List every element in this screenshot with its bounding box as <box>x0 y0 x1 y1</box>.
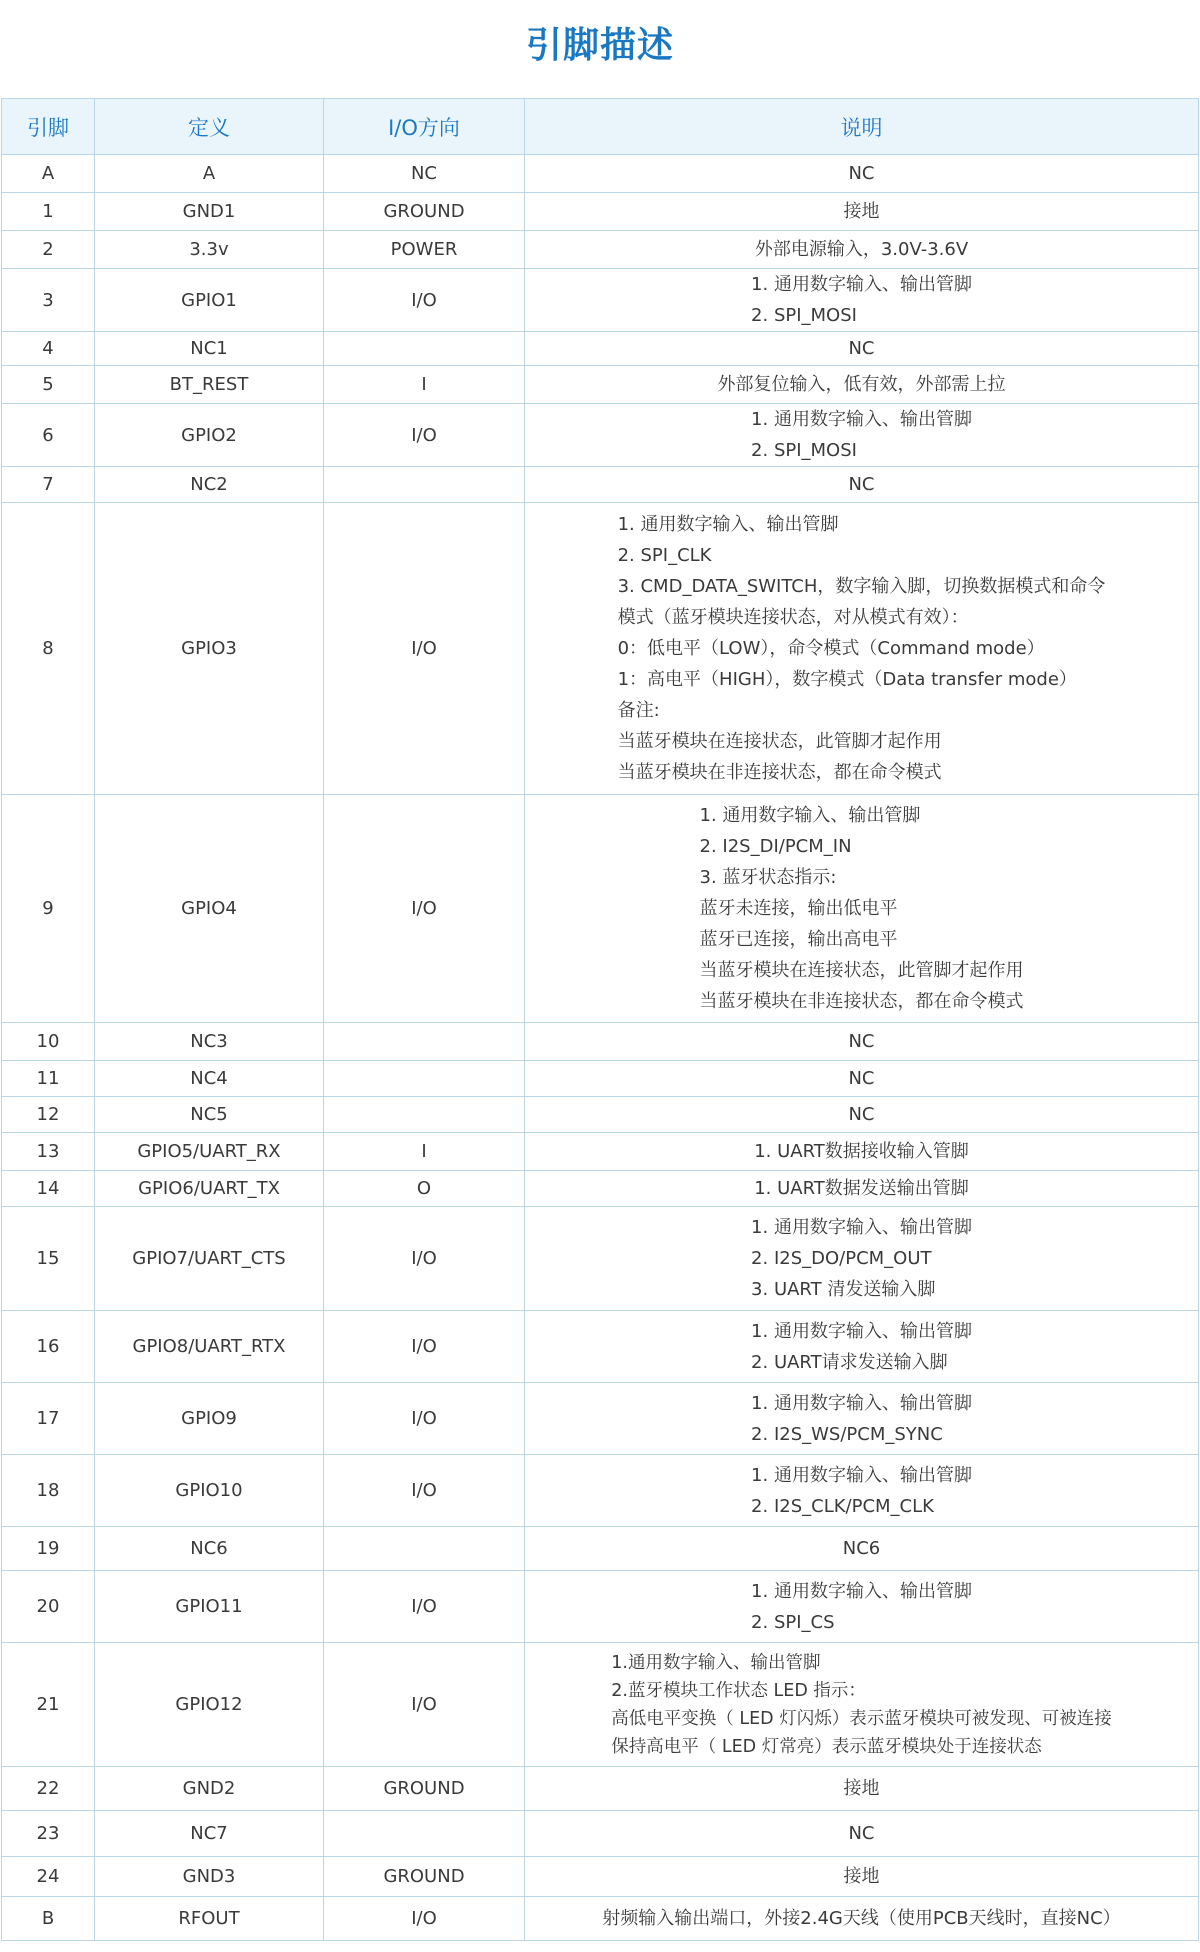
description-lines <box>848 1063 874 1094</box>
description-lines <box>848 1099 874 1130</box>
table-row <box>2 1455 1199 1527</box>
table-row <box>2 231 1199 269</box>
table-row <box>2 1097 1199 1133</box>
table-row <box>2 1061 1199 1097</box>
page-title: 引脚描述 <box>525 25 674 66</box>
table-row <box>2 1571 1199 1643</box>
pin-cell: 4 <box>2 332 95 366</box>
io-direction-cell: I/O <box>324 1455 525 1527</box>
description-cell <box>525 1097 1199 1133</box>
description-line: 当蓝牙模块在非连接状态，都在命令模式 <box>617 762 942 783</box>
description-line: 3. 蓝牙状态指示: <box>699 867 837 888</box>
io-direction-cell: I/O <box>324 404 525 467</box>
table-row <box>2 1857 1199 1897</box>
pin-cell: 7 <box>2 467 95 503</box>
description-line: NC6 <box>842 1538 881 1559</box>
description-lines <box>848 1026 874 1057</box>
description-cell <box>525 1527 1199 1571</box>
table-row <box>2 467 1199 503</box>
pin-cell: 2 <box>2 231 95 269</box>
header-pin: 引脚 <box>2 99 95 155</box>
definition-cell: BT_REST <box>95 366 324 404</box>
definition-cell: NC2 <box>95 467 324 503</box>
pin-cell: 1 <box>2 193 95 231</box>
description-line: 接地 <box>843 1778 880 1799</box>
description-cell <box>525 1767 1199 1811</box>
table-row <box>2 155 1199 193</box>
description-line: NC <box>848 163 875 184</box>
table-body <box>2 155 1199 1941</box>
description-cell <box>525 1207 1199 1311</box>
description-cell <box>525 1643 1199 1767</box>
description-line: 1. 通用数字输入、输出管脚 <box>751 274 972 295</box>
description-line: 2. I2S_WS/PCM_SYNC <box>751 1423 943 1445</box>
description-cell <box>525 1383 1199 1455</box>
pin-cell: 14 <box>2 1171 95 1207</box>
description-cell <box>525 231 1199 269</box>
table-row <box>2 503 1199 795</box>
description-line: 1：高电平（HIGH），数字模式（Data transfer mode） <box>617 669 1077 690</box>
description-cell <box>525 1857 1199 1897</box>
definition-cell: GPIO8/UART_RTX <box>95 1311 324 1383</box>
definition-cell: NC3 <box>95 1023 324 1061</box>
pin-cell: 10 <box>2 1023 95 1061</box>
description-cell <box>525 467 1199 503</box>
io-direction-cell: I/O <box>324 1207 525 1311</box>
pin-cell: 23 <box>2 1811 95 1857</box>
description-line: 射频输入输出端口，外接2.4G天线（使用PCB天线时，直接NC） <box>602 1908 1121 1929</box>
definition-cell: GND2 <box>95 1767 324 1811</box>
table-row <box>2 404 1199 467</box>
io-direction-cell: I/O <box>324 795 525 1023</box>
description-line: NC <box>848 1031 875 1052</box>
description-lines <box>848 158 874 189</box>
description-cell <box>525 332 1199 366</box>
description-line: 2. UART请求发送输入脚 <box>751 1351 948 1373</box>
description-line: 1. 通用数字输入、输出管脚 <box>617 514 839 535</box>
pin-cell: 24 <box>2 1857 95 1897</box>
pin-cell: 11 <box>2 1061 95 1097</box>
io-direction-cell: I/O <box>324 1571 525 1643</box>
definition-cell: GPIO10 <box>95 1455 324 1527</box>
table-row <box>2 193 1199 231</box>
io-direction-cell: I/O <box>324 503 525 795</box>
io-direction-cell: POWER <box>324 231 525 269</box>
description-cell <box>525 193 1199 231</box>
description-lines <box>602 1903 1120 1934</box>
io-direction-cell <box>324 1023 525 1061</box>
description-lines <box>751 269 972 331</box>
description-lines <box>848 1818 874 1849</box>
table-row <box>2 1811 1199 1857</box>
pin-cell: 3 <box>2 269 95 332</box>
description-line: 1. 通用数字输入、输出管脚 <box>751 1464 972 1486</box>
table-row <box>2 1383 1199 1455</box>
io-direction-cell: NC <box>324 155 525 193</box>
description-line: NC <box>848 1068 875 1089</box>
description-line: 3. CMD_DATA_SWITCH，数字输入脚，切换数据模式和命令 <box>617 576 1106 597</box>
description-lines <box>718 369 1006 400</box>
description-line: 1.通用数字输入、输出管脚 <box>611 1652 821 1673</box>
pin-cell: 5 <box>2 366 95 404</box>
definition-cell: GPIO1 <box>95 269 324 332</box>
definition-cell: A <box>95 155 324 193</box>
pin-cell: 16 <box>2 1311 95 1383</box>
description-line: 1. 通用数字输入、输出管脚 <box>751 1580 972 1602</box>
pin-cell: A <box>2 155 95 193</box>
definition-cell: NC7 <box>95 1811 324 1857</box>
io-direction-cell: I/O <box>324 1643 525 1767</box>
io-direction-cell <box>324 332 525 366</box>
table-row <box>2 1023 1199 1061</box>
table-row <box>2 1897 1199 1941</box>
description-cell <box>525 1311 1199 1383</box>
description-line: 2. SPI_MOSI <box>751 440 857 461</box>
description-cell <box>525 1455 1199 1527</box>
description-lines <box>848 469 874 500</box>
io-direction-cell <box>324 467 525 503</box>
definition-cell: GPIO5/UART_RX <box>95 1133 324 1171</box>
description-lines <box>844 1861 880 1892</box>
definition-cell: GPIO3 <box>95 503 324 795</box>
definition-cell: NC1 <box>95 332 324 366</box>
pin-cell: 12 <box>2 1097 95 1133</box>
description-cell <box>525 1171 1199 1207</box>
definition-cell: GPIO12 <box>95 1643 324 1767</box>
definition-cell: RFOUT <box>95 1897 324 1941</box>
description-line: 2. SPI_CLK <box>617 545 712 566</box>
description-lines <box>755 234 968 265</box>
description-line: 接地 <box>843 1866 880 1887</box>
description-cell <box>525 1897 1199 1941</box>
pin-cell: 20 <box>2 1571 95 1643</box>
description-line: 蓝牙未连接，输出低电平 <box>699 898 898 919</box>
description-lines <box>700 800 1024 1017</box>
description-lines <box>618 509 1106 788</box>
description-line: 2. SPI_CS <box>751 1611 835 1633</box>
description-line: 外部复位输入，低有效，外部需上拉 <box>717 374 1006 395</box>
description-line: 0：低电平（LOW），命令模式（Command mode） <box>617 638 1045 659</box>
description-cell <box>525 155 1199 193</box>
definition-cell: GPIO4 <box>95 795 324 1023</box>
io-direction-cell: GROUND <box>324 1857 525 1897</box>
definition-cell: GND1 <box>95 193 324 231</box>
description-line: 2. I2S_DO/PCM_OUT <box>751 1248 932 1269</box>
description-lines <box>611 1649 1111 1761</box>
description-line: 当蓝牙模块在连接状态，此管脚才起作用 <box>617 731 942 752</box>
io-direction-cell: I <box>324 366 525 404</box>
header-row <box>2 99 1199 155</box>
definition-cell: NC6 <box>95 1527 324 1571</box>
description-line: 2. I2S_CLK/PCM_CLK <box>751 1495 934 1517</box>
pin-cell: 21 <box>2 1643 95 1767</box>
io-direction-cell: I/O <box>324 1383 525 1455</box>
table-row <box>2 1527 1199 1571</box>
io-direction-cell <box>324 1811 525 1857</box>
definition-cell: 3.3v <box>95 231 324 269</box>
description-cell <box>525 1023 1199 1061</box>
definition-cell: NC5 <box>95 1097 324 1133</box>
description-line: 保持高电平（ LED 灯常亮）表示蓝牙模块处于连接状态 <box>611 1736 1042 1757</box>
pin-cell: 8 <box>2 503 95 795</box>
description-line: 1. 通用数字输入、输出管脚 <box>751 1217 972 1238</box>
io-direction-cell: GROUND <box>324 193 525 231</box>
table-row <box>2 269 1199 332</box>
description-cell <box>525 1061 1199 1097</box>
table-row <box>2 1133 1199 1171</box>
pin-cell: 13 <box>2 1133 95 1171</box>
description-line: 2. SPI_MOSI <box>751 305 857 326</box>
description-cell <box>525 366 1199 404</box>
description-cell <box>525 503 1199 795</box>
table-row <box>2 1171 1199 1207</box>
pin-cell: 19 <box>2 1527 95 1571</box>
description-cell <box>525 404 1199 467</box>
description-line: 接地 <box>843 201 880 222</box>
io-direction-cell: GROUND <box>324 1767 525 1811</box>
description-line: 当蓝牙模块在连接状态，此管脚才起作用 <box>699 960 1024 981</box>
description-lines <box>848 333 874 364</box>
description-line: 1. 通用数字输入、输出管脚 <box>751 409 972 430</box>
description-lines <box>751 1212 972 1305</box>
io-direction-cell <box>324 1097 525 1133</box>
definition-cell: NC4 <box>95 1061 324 1097</box>
description-cell <box>525 269 1199 332</box>
description-lines <box>751 1460 972 1522</box>
io-direction-cell: I/O <box>324 1897 525 1941</box>
definition-cell: GPIO11 <box>95 1571 324 1643</box>
description-line: 1. 通用数字输入、输出管脚 <box>751 1320 972 1342</box>
description-lines <box>843 1533 881 1564</box>
description-line: 高低电平变换（ LED 灯闪烁）表示蓝牙模块可被发现、可被连接 <box>611 1708 1112 1729</box>
description-line: NC <box>848 1104 875 1125</box>
pin-cell: 6 <box>2 404 95 467</box>
table-row <box>2 1643 1199 1767</box>
description-line: 1. UART数据发送输出管脚 <box>754 1178 969 1199</box>
description-lines <box>751 404 972 466</box>
pin-cell: 15 <box>2 1207 95 1311</box>
header-description: 说明 <box>525 99 1199 155</box>
description-line: 1. UART数据接收输入管脚 <box>754 1141 969 1162</box>
pin-cell: 17 <box>2 1383 95 1455</box>
header-io-direction: I/O方向 <box>324 99 525 155</box>
io-direction-cell: I <box>324 1133 525 1171</box>
description-line: 1. 通用数字输入、输出管脚 <box>699 805 921 826</box>
description-line: 模式（蓝牙模块连接状态，对从模式有效）： <box>617 607 969 628</box>
table-row <box>2 332 1199 366</box>
definition-cell: GPIO2 <box>95 404 324 467</box>
description-cell <box>525 1133 1199 1171</box>
definition-cell: GPIO9 <box>95 1383 324 1455</box>
io-direction-cell: O <box>324 1171 525 1207</box>
pin-cell: B <box>2 1897 95 1941</box>
table-row <box>2 1767 1199 1811</box>
description-cell <box>525 1811 1199 1857</box>
description-line: NC <box>848 474 875 495</box>
table-header <box>2 99 1199 155</box>
description-line: 2.蓝牙模块工作状态 LED 指示： <box>611 1680 866 1701</box>
definition-cell: GND3 <box>95 1857 324 1897</box>
description-lines <box>844 1773 880 1804</box>
definition-cell: GPIO6/UART_TX <box>95 1171 324 1207</box>
pin-cell: 18 <box>2 1455 95 1527</box>
definition-cell: GPIO7/UART_CTS <box>95 1207 324 1311</box>
description-lines <box>751 1576 972 1638</box>
description-line: 蓝牙已连接，输出高电平 <box>699 929 898 950</box>
description-line: 备注: <box>617 700 660 721</box>
pin-description-table <box>1 98 1199 1941</box>
pin-cell: 9 <box>2 795 95 1023</box>
description-line: 外部电源输入，3.0V-3.6V <box>754 239 969 260</box>
header-definition: 定义 <box>95 99 324 155</box>
description-line: 3. UART 清发送输入脚 <box>751 1279 936 1300</box>
description-line: 1. 通用数字输入、输出管脚 <box>751 1392 972 1414</box>
table-row <box>2 795 1199 1023</box>
pin-cell: 22 <box>2 1767 95 1811</box>
description-line: 当蓝牙模块在非连接状态，都在命令模式 <box>699 991 1024 1012</box>
io-direction-cell <box>324 1527 525 1571</box>
table-row <box>2 1311 1199 1383</box>
description-line: NC <box>848 338 875 359</box>
description-line: 2. I2S_DI/PCM_IN <box>699 836 852 857</box>
io-direction-cell: I/O <box>324 269 525 332</box>
description-lines <box>754 1173 969 1204</box>
description-cell <box>525 1571 1199 1643</box>
io-direction-cell <box>324 1061 525 1097</box>
description-lines <box>844 196 880 227</box>
description-lines <box>751 1316 972 1378</box>
description-lines <box>751 1388 972 1450</box>
io-direction-cell: I/O <box>324 1311 525 1383</box>
table-row <box>2 1207 1199 1311</box>
description-lines <box>754 1136 969 1167</box>
description-cell <box>525 795 1199 1023</box>
description-line: NC <box>848 1823 875 1844</box>
table-row <box>2 366 1199 404</box>
